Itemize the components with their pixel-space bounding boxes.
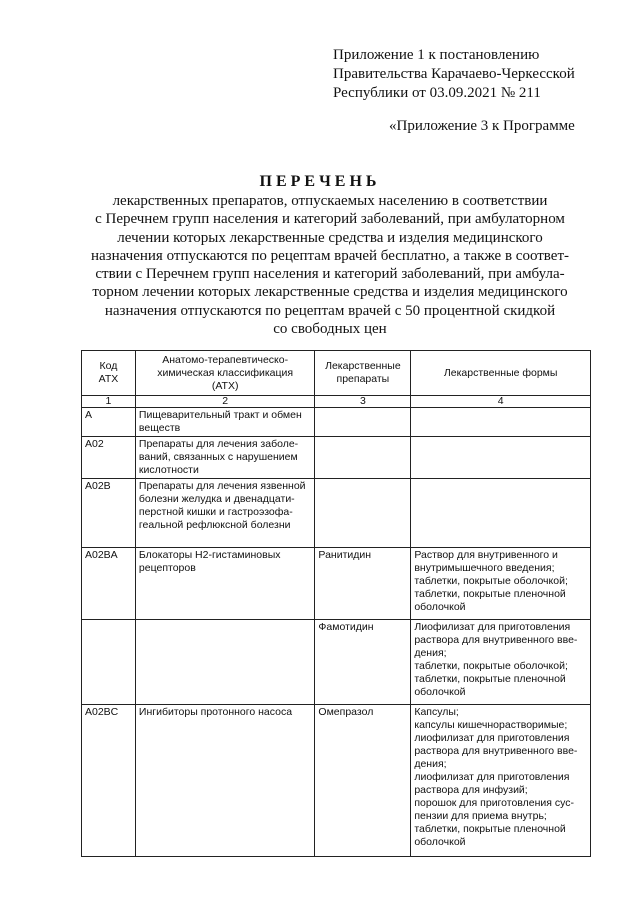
table-row [82,548,591,620]
drug-cell [315,408,411,437]
classification-cell: Препараты для лечения заболе- ваний, связанных с нарушением кислотности [135,437,315,479]
column-number: 2 [135,396,315,408]
table-row [82,479,591,548]
document-subtitle [84,192,576,338]
drug-cell [315,479,411,548]
table-row [82,408,591,437]
drug-cell: Фамотидин [315,620,411,705]
column-number: 3 [315,396,411,408]
subtitle-line: торном лечении которых лекарственные средства и изделия медицинского [92,284,568,301]
table-row [82,437,591,479]
atx-code-cell: A02B [82,479,136,548]
atx-code-cell: A02BA [82,548,136,620]
subtitle-line: ствии с Перечнем групп населения и категорий заболеваний, при амбула- [95,266,565,283]
document-title: ПЕРЕЧЕНЬ [259,173,381,190]
classification-cell: Пищеварительный тракт и обмен веществ [135,408,315,437]
drug-cell [315,437,411,479]
column-number-row [82,396,591,408]
header-drugs: Лекарственные препараты [315,351,411,396]
classification-cell: Ингибиторы протонного насоса [135,705,315,857]
header-atx-classification: Анатомо-терапевтическо- химическая классификация (АТХ) [135,351,315,396]
table-row [82,620,591,705]
column-number: 4 [411,396,591,408]
classification-cell: Препараты для лечения язвенной болезни желудка и двенадцати- перстной кишки и гастроэзофа- геальной рефлюксной болезни [135,479,315,548]
resolution-line-1: Приложение 1 к постановлению [333,47,540,63]
drug-cell: Омепразол [315,705,411,857]
classification-cell: Блокаторы Н2-гистаминовых рецепторов [135,548,315,620]
forms-cell [411,408,591,437]
resolution-reference [333,46,623,103]
forms-cell [411,437,591,479]
subtitle-line: лечении которых лекарственные средства и изделия медицинского [117,229,543,246]
program-annex-reference: «Приложение 3 к Программе [389,118,575,134]
header-dosage-forms: Лекарственные формы [411,351,591,396]
resolution-line-2: Правительства Карачаево-Черкесской [333,66,575,82]
subtitle-line: со свободных цен [273,321,387,338]
subtitle-line: лекарственных препаратов, отпускаемых населению в соответствии [112,193,548,209]
forms-cell: Капсулы; капсулы кишечнорастворимые; лиофилизат для приготовления раствора для внутривенного вве- дения; лиофилизат для приготовления раствора для инфузий; порошок для приготовления сус- пензии для приема внутрь; таблетки, покрытые пленочной оболочкой [411,705,591,857]
table-row [82,705,591,857]
forms-cell: Раствор для внутривенного и внутримышечного введения; таблетки, покрытые оболочкой; таблетки, покрытые пленочной оболочкой [411,548,591,620]
table-header-row [82,351,591,396]
subtitle-line: с Перечнем групп населения и категорий заболеваний, при амбулаторном [95,211,565,228]
forms-cell: Лиофилизат для приготовления раствора для внутривенного вве- дения; таблетки, покрытые оболочкой; таблетки, покрытые пленочной оболочкой [411,620,591,705]
header-atx-code: Код АТХ [82,351,136,396]
forms-cell [411,479,591,548]
resolution-line-3: Республики от 03.09.2021 № 211 [333,85,541,101]
atx-code-cell: A02 [82,437,136,479]
atx-code-cell [82,620,136,705]
atx-code-cell: A [82,408,136,437]
drug-list-table [81,350,591,857]
classification-cell [135,620,315,705]
column-number: 1 [82,396,136,408]
drug-cell: Ранитидин [315,548,411,620]
subtitle-line: назначения отпускаются по рецептам врачей с 50 процентной скидкой [104,302,556,319]
subtitle-line: назначения отпускаются по рецептам врачей бесплатно, а также в соответ- [90,247,570,264]
atx-code-cell: A02BC [82,705,136,857]
